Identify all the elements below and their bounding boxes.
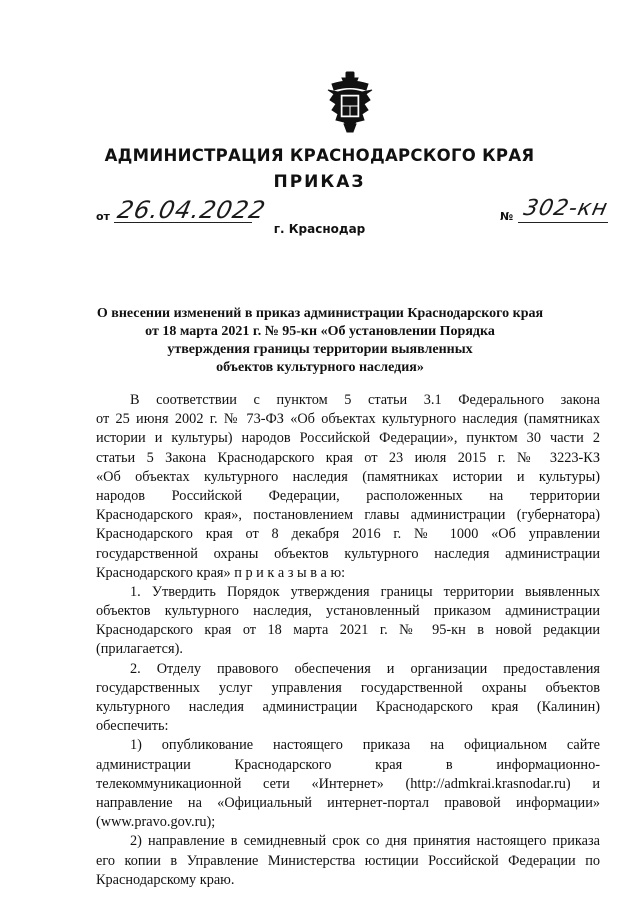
body-line: 2. Отделу правового обеспечения и организации предоставления (130, 660, 600, 677)
body-line: Краснодарского края», постановлением главы администрации (губернатора) (96, 507, 600, 524)
document-type: ПРИКАЗ (273, 172, 366, 192)
body-line: 2) направление в семидневный срок со дня принятия настоящего приказа (130, 833, 600, 850)
body-line: Краснодарского края» п р и к а з ы в а ю: (96, 564, 346, 581)
coat-of-arms-icon (322, 70, 378, 134)
body-line: Краснодарскому краю. (96, 871, 235, 888)
body-line: истории и культуры) народов Российской Федерации», пунктом 30 части 2 (96, 430, 600, 447)
city-name: г. Краснодар (273, 222, 366, 236)
body-line: (www.pravo.gov.ru); (96, 814, 216, 831)
number-underline (518, 222, 608, 223)
body-line: направление на «Официальный интернет-портал правовой информации» (96, 794, 600, 811)
document-title (80, 305, 560, 377)
body-line: объектов культурного наследия, установленный приказом администрации (96, 603, 600, 620)
body-line: телекоммуникационной сети «Интернет» (http://admkrai.krasnodar.ru) и (96, 775, 600, 792)
body-line: обеспечить: (96, 718, 169, 735)
title-line: О внесении изменений в приказ администрации Краснодарского края (96, 306, 544, 321)
body-line: народов Российской Федерации, расположенных на территории (96, 487, 600, 504)
body-line: 1) опубликование настоящего приказа на официальном сайте (130, 737, 600, 754)
document-body (96, 391, 600, 890)
body-line: (прилагается). (96, 641, 183, 658)
title-line: объектов культурного наследия» (216, 360, 424, 375)
organization-name: АДМИНИСТРАЦИЯ КРАСНОДАРСКОГО КРАЯ (104, 146, 535, 165)
number-prefix: № (500, 210, 514, 223)
handwritten-number: 302-кн (521, 196, 611, 221)
body-line: статьи 5 Закона Краснодарского края от 23 июля 2015 г. № 3223-КЗ (96, 449, 600, 466)
body-line: государственных услуг управления государственной охраны объектов (96, 679, 600, 696)
body-line: Краснодарского края от 8 декабря 2016 г. № 1000 «Об управлении (96, 526, 600, 543)
title-line: утверждения границы территории выявленных (167, 342, 473, 357)
body-line: культурного наследия администрации Краснодарского края (Калинин) (96, 699, 600, 715)
body-line: В соответствии с пунктом 5 статьи 3.1 Федерального закона (130, 392, 600, 408)
body-line: государственной охраны объектов культурного наследия администрации (96, 545, 600, 562)
body-line: от 25 июня 2002 г. № 73-ФЗ «Об объектах культурного наследия (памятниках (96, 411, 600, 428)
title-line: от 18 марта 2021 г. № 95-кн «Об установлении Порядка (145, 324, 495, 339)
body-line: администрации Краснодарского края в информационно- (96, 756, 600, 773)
body-line: 1. Утвердить Порядок утверждения границы территории выявленных (130, 583, 600, 600)
date-prefix: от (96, 210, 110, 223)
handwritten-date: 26.04.2022 (115, 196, 269, 224)
body-line: его копии в Управление Министерства юстиции Российской Федерации по (96, 852, 600, 869)
body-line: «Об объектах культурного наследия (памятниках истории и культуры) (96, 468, 600, 485)
body-line: Краснодарского края от 18 марта 2021 г. № 95-кн в новой редакции (96, 622, 600, 639)
